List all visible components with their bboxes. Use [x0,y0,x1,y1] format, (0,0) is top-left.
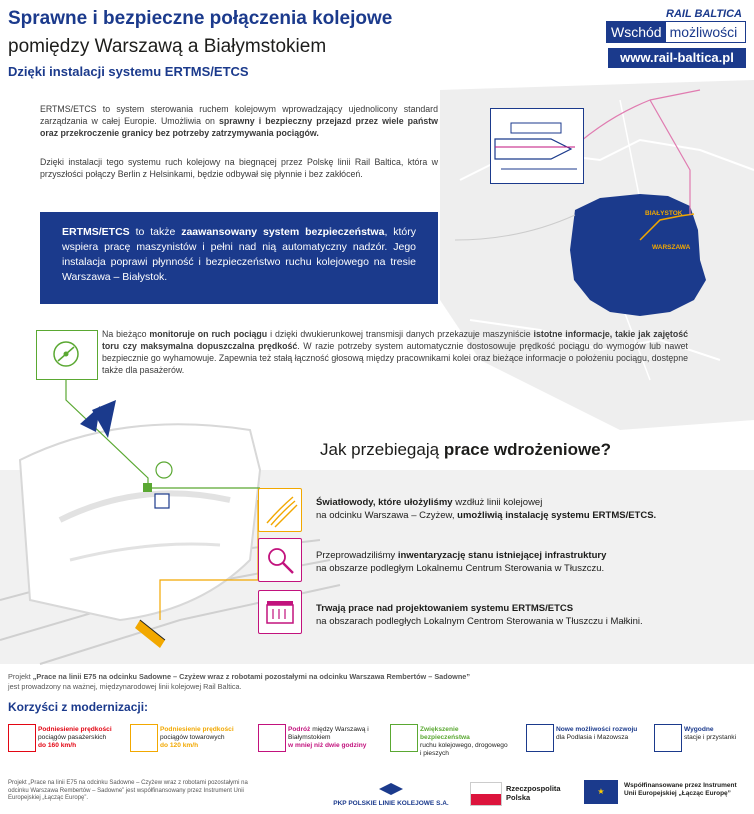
website-link[interactable]: www.rail-baltica.pl [608,48,746,68]
signal-icon [37,331,95,377]
benefit-2-bold: Podniesienie prędkości [160,726,234,733]
inventory-icon [258,538,302,582]
poland-map [570,194,706,316]
bluebox-c: zaawansowany system bezpieczeństwa [181,226,385,238]
benefit-5-text [556,726,646,742]
design-icon [258,590,302,634]
monitoring-icon [36,330,98,380]
benefit-1-rest: pociągów pasażerskich [38,734,107,741]
step1-a: Światłowody, które ułożyliśmy [316,497,453,508]
intro-paragraph-2: Dzięki instalacji tego systemu ruch kolejowy na biegnącej przez Polskę linii Rail Baltica, która w przyszłości połączy Berlin z Helsinkami, będzie odbywał się płynnie i bez zakłóceń. [40,157,438,179]
intro-p1-a: ERTMS/ETCS to system sterowania ruchem kolejowym wprowadzający ujednolicony standard zarządzania w całej Europie. Umożliwia on [40,104,438,126]
benefit-4-bold: Zwiększenie bezpieczeństwa [420,726,470,741]
tagline-b: możliwości [669,24,738,40]
benefit-1-bold: Podniesienie prędkości [38,726,112,733]
benefit-1-text [38,726,128,750]
building-icon [259,591,301,633]
station-icon [654,724,682,752]
freight-train-icon [130,724,158,752]
benefit-1-extra: do 160 km/h [38,742,77,749]
benefits-heading: Korzyści z modernizacji: [8,700,149,714]
benefit-2-extra: do 120 km/h [160,742,199,749]
benefit-3-bold: Podróż [288,726,311,733]
page-title: Sprawne i bezpieczne połączenia kolejowe [8,8,393,29]
polish-flag-icon [470,782,502,806]
benefit-4-text [420,726,510,758]
growth-chart-icon [526,724,554,752]
works-heading-a: Jak przebiegają [320,440,444,459]
tagline-box [606,21,746,43]
step1-c: na odcinku Warszawa – Czyżew, [316,510,458,521]
eu-flag-icon: ★ [584,780,618,804]
monitoring-a: Na bieżąco [102,329,150,339]
bluebox-b: to także [129,226,182,238]
pkp-emblem-icon [379,783,403,795]
benefit-3-rest: między Warszawą i Białymstokiem [288,726,369,741]
step2-b: inwentaryzację stanu istniejącej infrastruktury [397,550,607,561]
step2-c: na obszarze podległym Lokalnemu Centrum Sterowania w Tłuszczu. [316,563,605,574]
benefit-6-bold: Wygodne [684,726,714,733]
benefit-4-rest: ruchu kolejowego, drogowego i pieszych [420,742,508,757]
train-lines-icon [491,109,581,181]
rp-line1: Rzeczpospolita [506,784,561,793]
step3-a: Trwają prace nad projektowaniem systemu ERTMS/ETCS [316,603,574,614]
benefit-5-rest: dla Podlasia i Mazowsza [556,734,629,741]
eu-text: Współfinansowane przez Instrument Unii Europejskiej „Łącząc Europę” [624,782,737,797]
benefit-3-extra: w mniej niż dwie godziny [288,742,367,749]
monitoring-c: i dzięki dwukierunkowej transmisji danych przekazuje maszyniście [267,329,534,339]
benefits-row [8,724,748,764]
magnifier-icon [259,539,301,581]
footer-funding-note: Projekt „Prace na linii E75 na odcinku Sadowne – Czyżew wraz z robotami pozostałymi na odcinku Warszawa Rembertów – Sadowne” jest współfinansowany przez Instrument Unii Europejskiej „Łącząc Europę”. [8,780,248,801]
safety-info-box [40,212,438,304]
benefit-2-text [160,726,250,750]
pkp-logo [326,782,456,807]
step1-d: umożliwią instalację systemu ERTMS/ETCS. [457,510,657,521]
project-line1-b: „Prace na linii E75 na odcinku Sadowne – Czyżew wraz z robotami pozostałymi na odcinku Warszawa Rembertów – Sadowne” [32,672,470,681]
passenger-train-icon [8,724,36,752]
rail-baltica-logo: RAIL BALTICA [666,8,742,20]
page-title-line2: pomiędzy Warszawą a Białymstokiem [8,36,327,57]
step1-b: wzdłuż linii kolejowej [452,497,543,508]
monitoring-d: istotne informacje, takie jak zajętość toru czy maksymalna dopuszczalna prędkość [102,329,688,351]
step2-a: Przeprowadziliśmy [316,550,398,561]
pkp-label: PKP POLSKIE LINIE KOLEJOWE S.A. [333,800,449,807]
step-1-text [316,496,736,522]
monitoring-e: . W razie potrzeby system automatycznie dostosowuje prędkość pociągu do wymogów lub nawet bezpiecznie go wyhamowuje. Zapewnia też stałą łączność głosową między pracownikami kolei oraz bieżące informacje o położeniu pociągu, dostępne także dla pasażerów. [102,341,689,375]
clock-icon [258,724,286,752]
monitoring-b: monitoruje on ruch pociągu [149,329,268,339]
project-info [8,672,748,692]
fiber-optic-icon [258,488,302,532]
benefit-6-text [684,726,746,742]
rp-text [506,784,576,802]
bluebox-d: , który wspiera pracę maszynistów i pełni nad nią automatyczny nadzór. Jego instalacja poprawi płynność i bezpieczeństwo ruchu kolejowego na tresie Warszawa – Białystok. [62,226,417,283]
benefit-3-text [288,726,378,750]
tagline-a: Wschód [607,22,666,42]
project-line2: jest prowadzony na ważnej, międzynarodowej linii kolejowej Rail Baltica. [8,682,242,691]
map-label-warszawa: WARSZAWA [652,244,691,251]
monitoring-paragraph [102,328,688,376]
step-2-text [316,549,736,575]
intro-paragraph-1 [40,103,438,139]
page-subtitle: Dzięki instalacji systemu ERTMS/ETCS [8,64,249,79]
benefit-2-rest: pociągów towarowych [160,734,225,741]
map-label-bialystok: BIAŁYSTOK [645,210,683,217]
train-diagram-icon [490,108,584,184]
bluebox-a: ERTMS/ETCS [62,226,130,238]
works-heading [320,440,611,460]
benefit-6-rest: stacje i przystanki [684,734,737,741]
step-3-text [316,602,736,628]
benefit-5-bold: Nowe możliwości rozwoju [556,726,638,733]
rp-line2: Polska [506,793,531,802]
fiber-icon [259,489,301,531]
intro-p1-b: sprawny i bezpieczny przejazd przez wiele państw oraz przekroczenie granicy bez potrzeby zatrzymywania pociągów. [40,116,438,138]
works-heading-b: prace wdrożeniowe? [443,440,612,459]
shield-icon [390,724,418,752]
step3-b: na obszarach podległych Lokalnym Centrom Sterowania w Tłuszczu i Małkini. [316,616,643,627]
project-line1-a: Projekt [8,672,33,681]
